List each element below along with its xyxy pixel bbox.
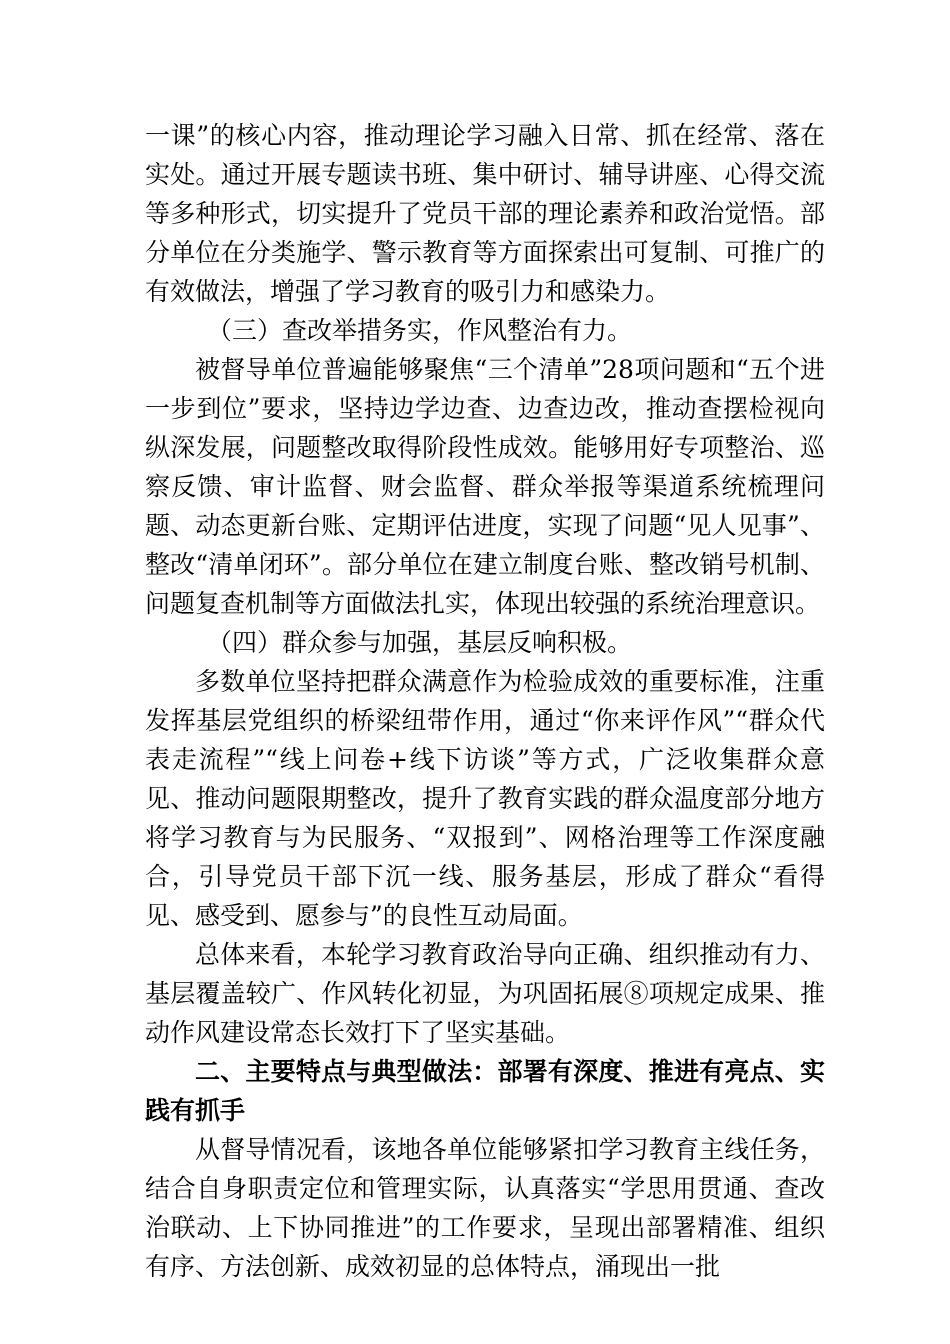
paragraph-summary: 总体来看，本轮学习教育政治导向正确、组织推动有力、基层覆盖较广、作风转化初显，为巩固拓展⑧项规定成果、推动作风建设常态长效打下了坚实基础。 — [145, 940, 825, 1047]
section-heading-three: （三）查改举措务实，作风整治有力。 — [207, 316, 633, 345]
paragraph-public-participation: 多数单位坚持把群众满意作为检验成效的重要标准，注重发挥基层党组织的桥梁纽带作用，通过“你来评作风”“群众代表走流程”“线上问卷+线下访谈”等方式，广泛收集群众意见、推动问题限期整改，提升了教育实践的群众温度部分地方将学习教育与为民服务、“双报到”、网格治理等工作深度融合，引导党员干部下沉一线、服务基层，形成了群众“看得见、感受到、愿参与”的良性互动局面。 — [145, 667, 825, 930]
section-heading-four: （四）群众参与加强，基层反响积极。 — [207, 628, 633, 657]
paragraph-continuation: 一课”的核心内容，推动理论学习融入日常、抓在经常、落在实处。通过开展专题读书班、集中研讨、辅导讲座、心得交流等多种形式，切实提升了党员干部的理论素养和政治觉悟。部分单位在分类施学、警示教育等方面探索出可复制、可推广的有效做法，增强了学习教育的吸引力和感染力。 — [145, 121, 825, 306]
paragraph-rectification: 被督导单位普遍能够聚焦“三个清单”28项问题和“五个进一步到位”要求，坚持边学边查、边查边改，推动查摆检视向纵深发展，问题整改取得阶段性成效。能够用好专项整治、巡察反馈、审计监督、财会监督、群众举报等渠道系统梳理问题、动态更新台账、定期评估进度，实现了问题“见人见事”、整改“清单闭环”。部分单位在建立制度台账、整改销号机制、问题复查机制等方面做法扎实，体现出较强的系统治理意识。 — [145, 355, 825, 618]
paragraph-supervision: 从督导情况看，该地各单位能够紧扣学习教育主线任务，结合自身职责定位和管理实际，认真落实“学思用贯通、查改治联动、上下协同推进”的工作要求，呈现出部署精准、组织有序、方法创新、成效初显的总体特点，涌现出一批 — [145, 1135, 825, 1281]
document-body — [145, 116, 825, 1286]
section-heading-two: 二、主要特点与典型做法：部署有深度、推进有亮点、实践有抓手 — [145, 1057, 825, 1125]
